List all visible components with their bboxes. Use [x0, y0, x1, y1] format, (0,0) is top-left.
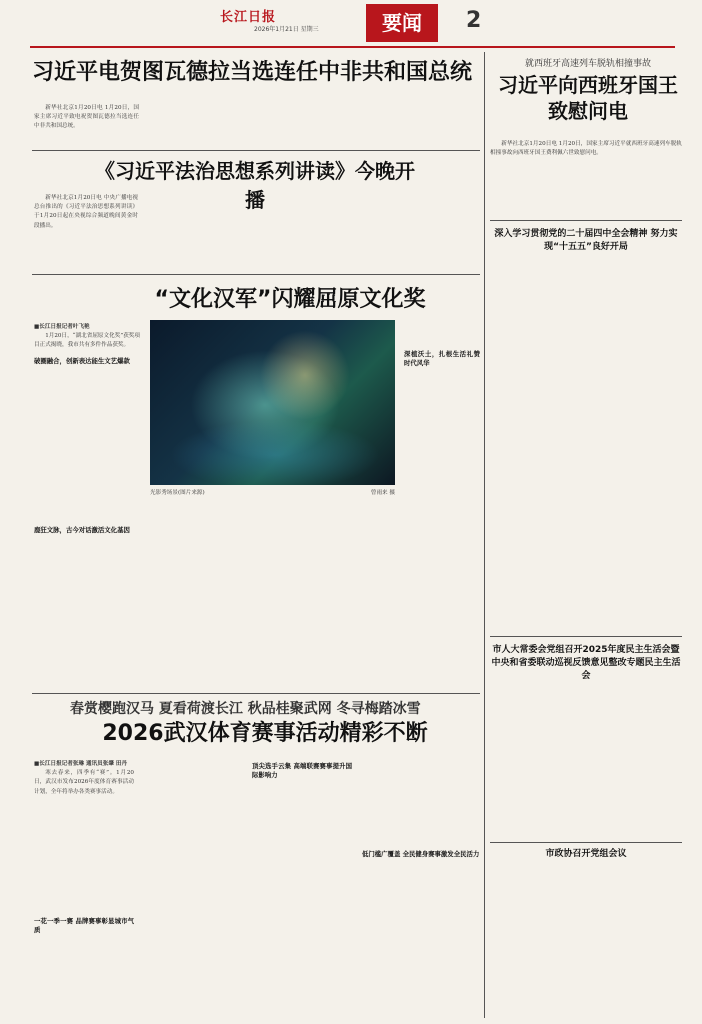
story4-kicker: 春赏樱跑汉马 夏看荷渡长江 秋品桂聚武网 冬寻梅踏冰雪	[70, 701, 421, 717]
story2-body-col4	[368, 194, 472, 266]
story4-byline: ■长江日报记者张琳 通讯员张肇 田丹	[34, 761, 128, 767]
column-divider	[484, 52, 485, 1018]
section-tab: 要闻	[366, 4, 438, 42]
story3-byline: ■长江日报记者叶飞艳	[34, 324, 90, 330]
photo-caption: 光影秀场景(图片来源)	[150, 490, 205, 496]
story4-body-col1	[34, 760, 134, 1015]
story3-lead: 1月20日，“湖北省屈原文化奖”获奖项目正式揭晓，我市共有多件作品获奖。	[34, 333, 140, 349]
story4-subhead-1: 一花一季一赛 品牌赛事彰显城市气质	[34, 916, 134, 935]
story4-lead: 寒去春来，四季有“赛”。1月20日，武汉市发布2026年度体育赛事活动计划，全年将举办各类赛事活动。	[34, 770, 134, 795]
right-subhead-3: 市政协召开党组会议	[545, 849, 627, 859]
right-kicker: 就西班牙高速列车脱轨相撞事故	[524, 59, 651, 69]
story4-body-col2	[142, 760, 242, 1015]
story3-subhead-2: 鹿狂文脉，古今对话激活文化基因	[34, 525, 130, 534]
photo-credit: 曾雨来 摄	[370, 490, 395, 496]
story4-subhead-2: 顶尖选手云集 高端联赛赛事提升国际影响力	[252, 762, 352, 780]
story1-body-col3	[258, 104, 363, 148]
story3-headline: “文化汉军”闪耀屈原文化奖	[154, 287, 426, 312]
right-story-body	[490, 140, 682, 216]
issue-date: 2026年1月21日 星期三	[254, 26, 319, 33]
story3-subhead-3: 深植沃土，扎根生活礼赞时代风华	[404, 350, 480, 368]
masthead	[30, 4, 690, 42]
right-body-2	[490, 690, 682, 840]
masthead-rule	[30, 46, 675, 48]
divider	[490, 220, 682, 221]
story1-headline: 习近平电贺图瓦德拉当选连任中非共和国总统	[32, 60, 473, 85]
right-body-1	[490, 262, 682, 632]
story4-body-col4	[362, 760, 480, 1015]
page-number: 2	[466, 8, 482, 33]
story3-body-col1	[34, 323, 140, 691]
story1-body-col1	[34, 104, 139, 148]
right-lead: 新华社北京1月20日电 1月20日，国家主席习近平就西班牙高速列车脱轨相撞事故向西班牙国王费利佩六世致慰问电。	[490, 141, 682, 157]
story3-body-col2	[150, 500, 270, 690]
story2-body-col2	[148, 194, 252, 266]
story2-headline: 《习近平法治思想系列讲读》今晚开播	[95, 159, 415, 212]
divider	[32, 150, 480, 151]
right-body-3	[490, 866, 682, 1016]
story1-body-col2	[148, 104, 253, 148]
story1-lead: 新华社北京1月20日电 1月20日，国家主席习近平致电祝贺图瓦德拉当选连任中非共和国总统。	[34, 105, 139, 130]
festival-light-show-photo	[150, 320, 395, 485]
story3-body-col4	[404, 320, 480, 690]
divider	[490, 636, 682, 637]
right-subhead-1: 深入学习贯彻党的二十届四中全会精神 努力实现“十五五”良好开局	[494, 229, 678, 252]
story2-lead: 新华社北京1月20日电 中央广播电视总台推出的《习近平法治思想系列讲读》于1月20日起在央视综合频道晚间黄金时段播出。	[34, 195, 138, 229]
story4-headline: 2026武汉体育赛事活动精彩不断	[102, 721, 428, 746]
right-headline: 习近平向西班牙国王致慰问电	[498, 73, 678, 123]
divider	[490, 842, 682, 843]
story1-body-col4	[368, 104, 473, 148]
story2-body-col1	[34, 194, 138, 266]
story4-subhead-3: 低门槛广覆盖 全民健身赛事激发全民活力	[362, 850, 480, 858]
newspaper-logo: 长江日报	[220, 10, 277, 25]
story3-subhead-1: 破圈融合，创新表达能生文艺爆款	[34, 356, 130, 365]
right-subhead-2: 市人大常委会党组召开2025年度民主生活会暨中央和省委联动巡视反馈意见整改专题民主生活会	[491, 645, 681, 681]
story2-body-col3	[258, 194, 362, 266]
story3-body-col3	[278, 500, 398, 690]
divider	[32, 693, 480, 694]
divider	[32, 274, 480, 275]
story4-body-col3	[252, 760, 352, 1015]
